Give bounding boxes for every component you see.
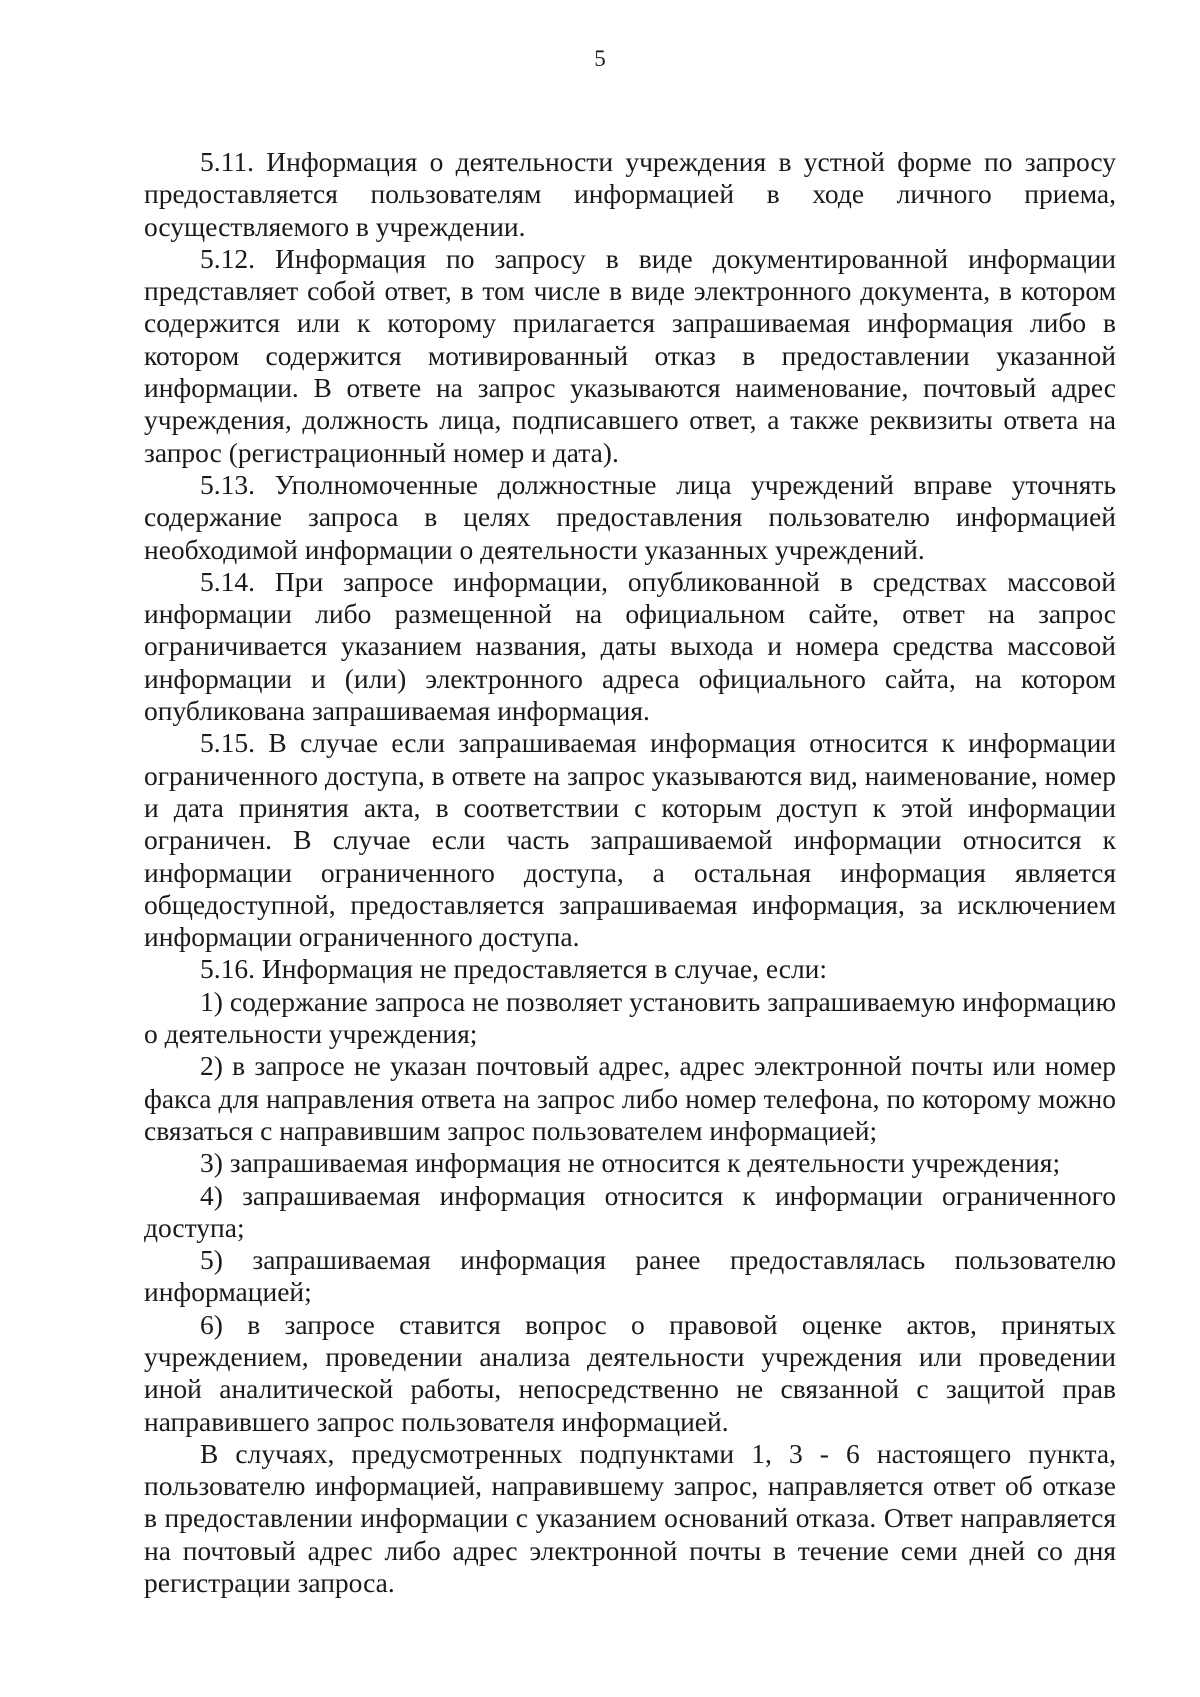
document-body bbox=[144, 146, 1116, 1599]
list-item-6: 6) в запросе ставится вопрос о правовой оценке актов, принятых учреждением, проведении анализа деятельности учреждения или проведении иной аналитической работы, непосредственно не связанной с защитой прав направившего запрос пользователя информацией. bbox=[144, 1308, 1116, 1437]
paragraph-5-12: 5.12. Информация по запросу в виде документированной информации представляет собой ответ, в том числе в виде электронного документа, в котором содержится или к которому прилагается запрашиваемая информация либо в котором содержится мотивированный отказ в предоставлении указанной информации. В ответе на запрос указываются наименование, почтовый адрес учреждения, должность лица, подписавшего ответ, а также реквизиты ответа на запрос (регистрационный номер и дата). bbox=[144, 242, 1116, 468]
list-item-4: 4) запрашиваемая информация относится к информации ограниченного доступа; bbox=[144, 1179, 1116, 1243]
list-item-2: 2) в запросе не указан почтовый адрес, адрес электронной почты или номер факса для направления ответа на запрос либо номер телефона, по которому можно связаться с направившим запрос пользователем информацией; bbox=[144, 1050, 1116, 1146]
paragraph-5-16: 5.16. Информация не предоставляется в случае, если: bbox=[200, 953, 828, 985]
list-item-1: 1) содержание запроса не позволяет установить запрашиваемую информацию о деятельности учреждения; bbox=[144, 985, 1116, 1050]
list-item-3: 3) запрашиваемая информация не относится к деятельности учреждения; bbox=[200, 1147, 1061, 1179]
paragraph-5-13: 5.13. Уполномоченные должностные лица учреждений вправе уточнять содержание запроса в целях предоставления пользователю информацией необходимой информации о деятельности указанных учреждений. bbox=[144, 468, 1116, 565]
paragraph-5-11: 5.11. Информация о деятельности учреждения в устной форме по запросу предоставляется пользователям информацией в ходе личного приема, осуществляемого в учреждении. bbox=[144, 146, 1116, 242]
list-item-5: 5) запрашиваемая информация ранее предоставлялась пользователю информацией; bbox=[144, 1244, 1116, 1308]
page-number: 5 bbox=[594, 46, 606, 71]
paragraph-5-14: 5.14. При запросе информации, опубликованной в средствах массовой информации либо размещенной на официальном сайте, ответ на запрос ограничивается указанием названия, даты выхода и номера средства массовой информации и (или) электронного адреса официального сайта, на котором опубликована запрашиваемая информация. bbox=[144, 565, 1116, 727]
paragraph-5-15: 5.15. В случае если запрашиваемая информация относится к информации ограниченного доступа, в ответе на запрос указываются вид, наименование, номер и дата принятия акта, в соответствии с которым доступ к этой информации ограничен. В случае если часть запрашиваемой информации относится к информации ограниченного доступа, а остальная информация является общедоступной, предоставляется запрашиваемая информация, за исключением информации ограниченного доступа. bbox=[144, 727, 1116, 953]
paragraph-refusal: В случаях, предусмотренных подпунктами 1, 3 - 6 настоящего пункта, пользователю информацией, направившему запрос, направляется ответ об отказе в предоставлении информации с указанием оснований отказа. Ответ направляется на почтовый адрес либо адрес электронной почты в течение семи дней со дня регистрации запроса. bbox=[144, 1437, 1116, 1599]
